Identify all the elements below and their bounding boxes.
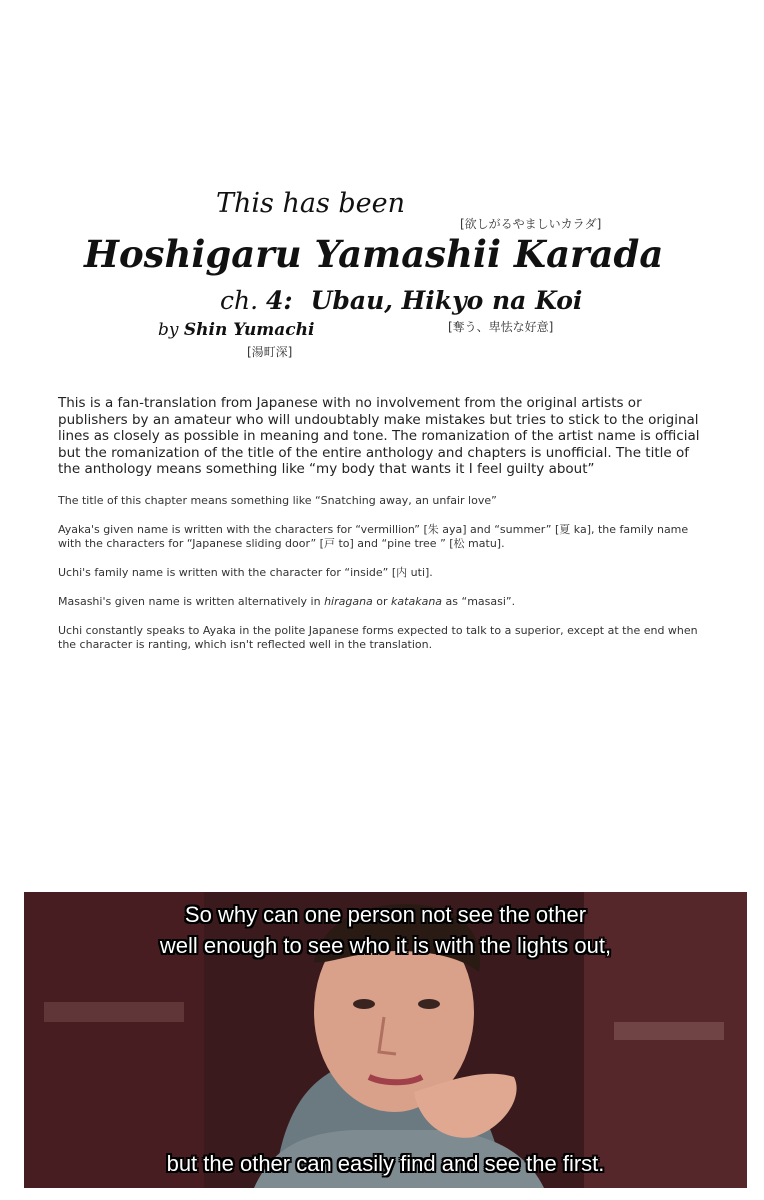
this-has-been-text: This has been: [216, 188, 406, 219]
anthology-title: Hoshigaru Yamashii Karada: [84, 232, 664, 276]
author-name: Shin Yumachi: [183, 320, 315, 340]
meme-image: [24, 892, 747, 1188]
masashi-note-start: Masashi's given name is written alternatively in: [58, 595, 325, 608]
polite-speech-note: Uchi constantly speaks to Ayaka in the polite Japanese forms expected to talk to a superior, except at the end when the character is ranting, which isn't reflected well in the translation.: [58, 624, 698, 651]
translation-disclaimer: This is a fan-translation from Japanese with no involvement from the original artists or publishers by an amateur who will undoubtably make mistakes but tries to stick to the original lines as closely as possible in meaning and tone. The romanization of the artist name is official but the romanization of the title of the entire anthology and chapters is unofficial. The title of the anthology means something like “my body that wants it I feel guilty about”: [58, 395, 700, 477]
chapter-number: 4:: [266, 286, 293, 315]
katakana-term: katakana: [391, 595, 443, 608]
chapter-meaning-note: The title of this chapter means something like “Snatching away, an unfair love”: [58, 494, 497, 507]
masashi-note-or: or: [372, 595, 392, 608]
chapter-prefix: ch.: [220, 286, 259, 315]
title-jp: [欲しがるやましいカラダ]: [460, 217, 602, 231]
meme-caption-bottom: but the other can easily find and see the first.: [166, 1151, 605, 1176]
author-jp: [湯町深]: [247, 345, 293, 359]
masashi-name-note: [58, 595, 708, 609]
chapter-line: [220, 286, 582, 315]
uchi-name-note: Uchi's family name is written with the character for “inside” [内 uti].: [58, 566, 433, 579]
chapter-jp: [奪う、卑怯な好意]: [448, 320, 554, 334]
hiragana-term: hiragana: [324, 595, 373, 608]
by-text: by: [158, 320, 179, 340]
ayaka-name-note: Ayaka's given name is written with the characters for “vermillion” [朱 aya] and “summer” [夏 ka], the family name with the characters for “Japanese sliding door” [戸 to] and “pine tree ” [松 matu].: [58, 523, 689, 550]
meme-caption-top-line-1: So why can one person not see the other: [184, 902, 587, 927]
masashi-note-end: as “masasi”.: [442, 595, 516, 608]
meme-caption-top-line-2: well enough to see who it is with the lights out,: [159, 933, 612, 958]
chapter-title: Ubau, Hikyo na Koi: [310, 286, 583, 315]
author-line: [158, 320, 314, 340]
